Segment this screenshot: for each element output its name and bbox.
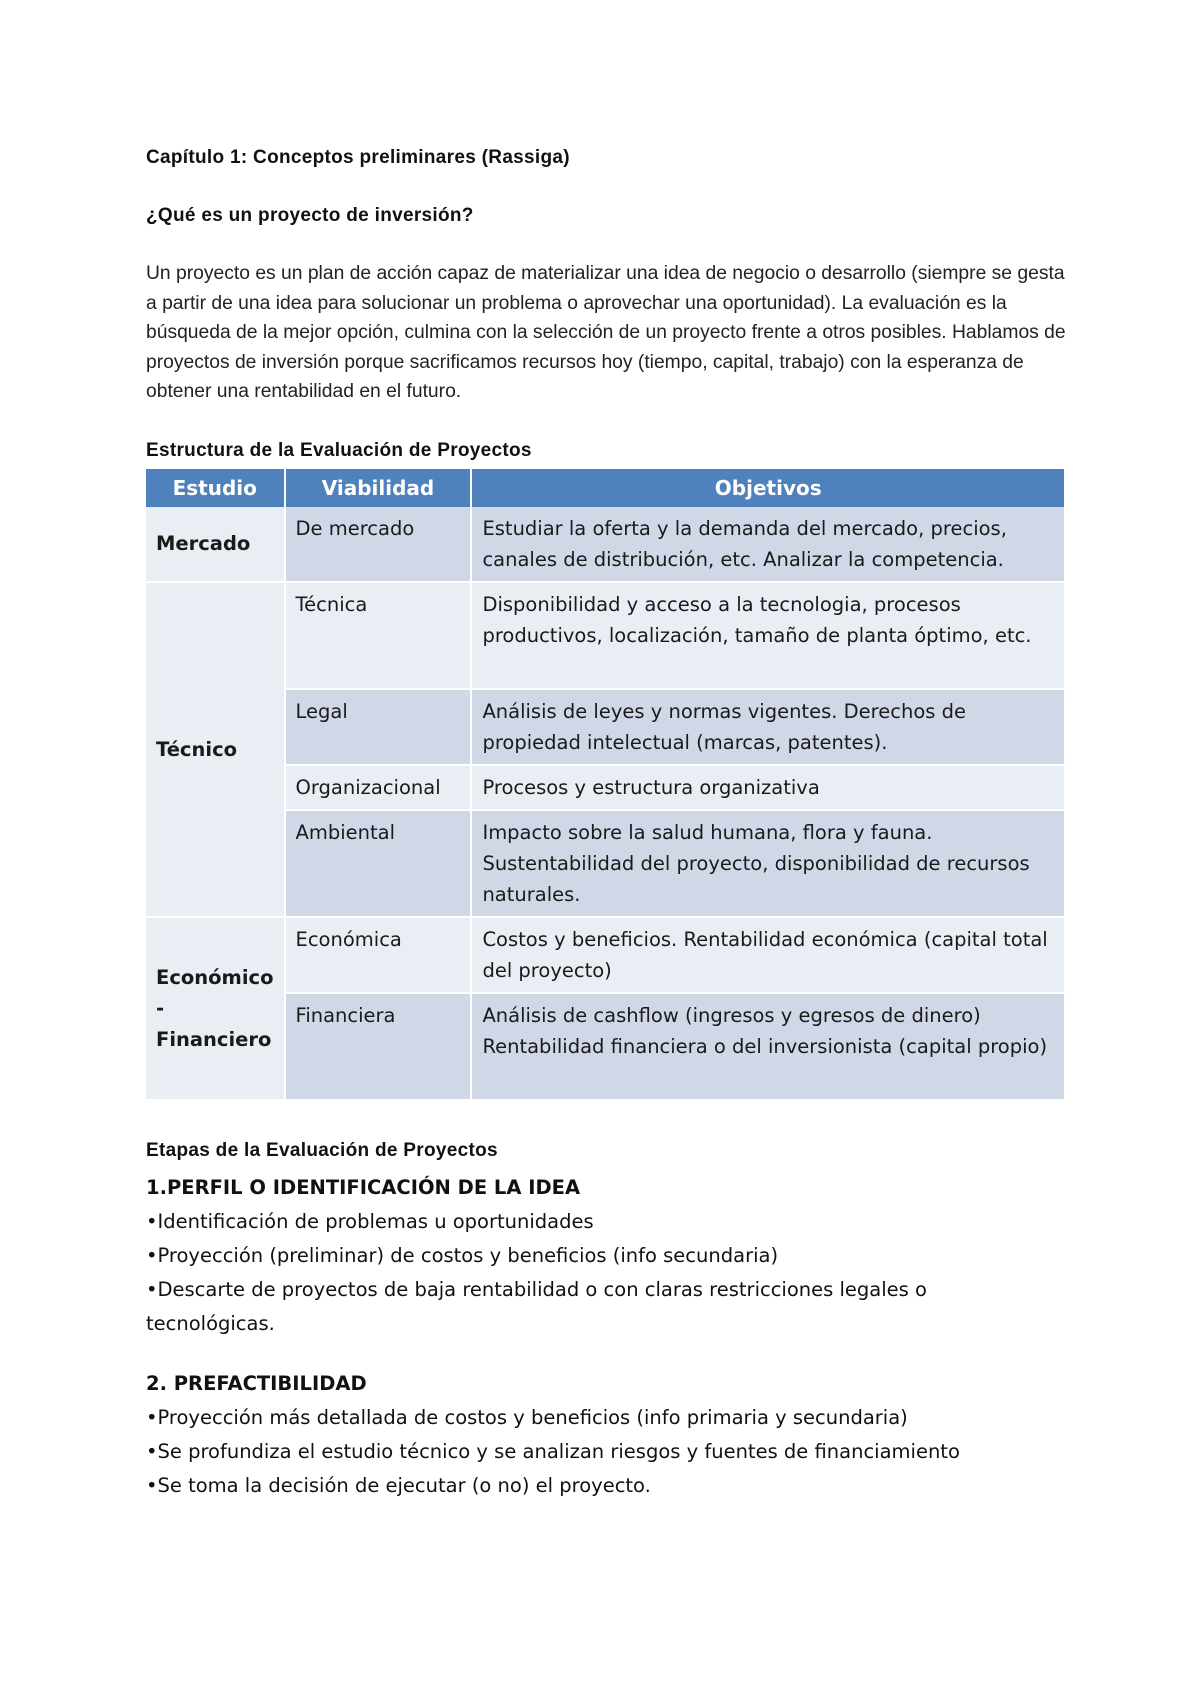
study-tecnico: Técnico <box>146 582 285 917</box>
stage-prefactibilidad <box>146 1367 1066 1503</box>
stage-bullet: •Se toma la decisión de ejecutar (o no) el proyecto. <box>146 1473 651 1497</box>
table-row <box>146 689 1064 765</box>
viability-cell: Económica <box>285 917 472 993</box>
viability-cell: Ambiental <box>285 810 472 917</box>
table-row <box>146 765 1064 810</box>
viability-cell: Financiera <box>285 993 472 1100</box>
objective-cell: Disponibilidad y acceso a la tecnologia, procesos productivos, localización, tamaño de planta óptimo, etc. <box>471 582 1064 689</box>
table-row <box>146 810 1064 917</box>
header-objetivos: Objetivos <box>471 469 1064 507</box>
stage-perfil <box>146 1171 1066 1341</box>
objective-cell: Procesos y estructura organizativa <box>471 765 1064 810</box>
objective-cell: Análisis de leyes y normas vigentes. Derechos de propiedad intelectual (marcas, patentes). <box>471 689 1064 765</box>
objective-cell: Estudiar la oferta y la demanda del mercado, precios, canales de distribución, etc. Analizar la competencia. <box>471 507 1064 582</box>
chapter-heading: Capítulo 1: Conceptos preliminares (Rassiga) <box>146 147 570 168</box>
stage-bullet: •Descarte de proyectos de baja rentabilidad o con claras restricciones legales o tecnológicas. <box>146 1277 927 1335</box>
viability-cell: Organizacional <box>285 765 472 810</box>
stage-bullet: •Se profundiza el estudio técnico y se analizan riesgos y fuentes de financiamiento <box>146 1439 960 1463</box>
stage-title: 1.PERFIL O IDENTIFICACIÓN DE LA IDEA <box>146 1175 581 1199</box>
structure-heading: Estructura de la Evaluación de Proyectos <box>146 439 532 461</box>
header-estudio: Estudio <box>146 469 285 507</box>
question-heading: ¿Qué es un proyecto de inversión? <box>146 205 474 226</box>
stage-title: 2. PREFACTIBILIDAD <box>146 1371 367 1395</box>
table-header-row <box>146 469 1064 507</box>
viability-cell: De mercado <box>285 507 472 582</box>
study-economico-financiero: Económico - Financiero <box>146 917 285 1100</box>
table-row <box>146 582 1064 689</box>
header-viabilidad: Viabilidad <box>285 469 472 507</box>
objective-cell: Impacto sobre la salud humana, flora y fauna. Sustentabilidad del proyecto, disponibilidad de recursos naturales. <box>471 810 1064 917</box>
evaluation-structure-table <box>146 469 1064 1101</box>
intro-paragraph: Un proyecto es un plan de acción capaz de materializar una idea de negocio o desarrollo (siempre se gesta a partir de una idea para solucionar un problema o aprovechar una oportunidad). La evaluación es la búsqueda de la mejor opción, culmina con la selección de un proyecto frente a otros posibles. Hablamos de proyectos de inversión porque sacrificamos recursos hoy (tiempo, capital, trabajo) con la esperanza de obtener una rentabilidad en el futuro. <box>146 263 1066 402</box>
study-mercado: Mercado <box>146 507 285 582</box>
objective-cell: Análisis de cashflow (ingresos y egresos de dinero) Rentabilidad financiera o del inversionista (capital propio) <box>471 993 1064 1100</box>
table-row <box>146 917 1064 993</box>
stages-heading: Etapas de la Evaluación de Proyectos <box>146 1139 498 1161</box>
stage-bullet: •Proyección más detallada de costos y beneficios (info primaria y secundaria) <box>146 1405 908 1429</box>
objective-cell: Costos y beneficios. Rentabilidad económica (capital total del proyecto) <box>471 917 1064 993</box>
stage-bullet: •Identificación de problemas u oportunidades <box>146 1209 594 1233</box>
viability-cell: Legal <box>285 689 472 765</box>
table-row <box>146 507 1064 582</box>
stage-bullet: •Proyección (preliminar) de costos y beneficios (info secundaria) <box>146 1243 779 1267</box>
viability-cell: Técnica <box>285 582 472 689</box>
document-content <box>146 145 1066 1503</box>
table-row <box>146 993 1064 1100</box>
